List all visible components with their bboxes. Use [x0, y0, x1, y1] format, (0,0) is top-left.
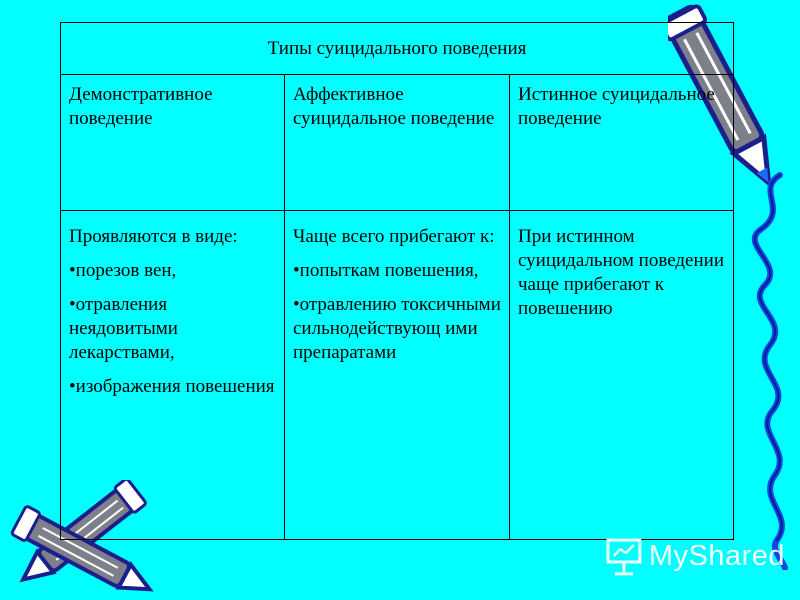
list-item: •порезов вен,	[69, 260, 177, 281]
cell-intro: Проявляются в виде:	[69, 226, 238, 247]
header-demonstrative: Демонстративное поведение	[61, 75, 285, 210]
body-cell-affective	[285, 211, 510, 539]
body-cell-demonstrative	[61, 211, 285, 539]
list-item: •отравлению токсичными сильнодействующ ими препаратами	[293, 294, 501, 363]
table-header-row	[61, 75, 733, 211]
header-true: Истинное суицидальное поведение	[518, 84, 715, 129]
list-item: •изображения повешения	[69, 376, 275, 397]
list-item: •отравления неядовитыми лекарствами,	[69, 294, 178, 363]
cell-intro: При истинном суицидальном поведении чаще прибегают к повешению	[518, 226, 724, 319]
watermark-text: MyShared	[648, 539, 785, 572]
cell-list	[69, 259, 276, 399]
table-body-row	[61, 211, 733, 539]
watermark	[605, 534, 785, 578]
cell-intro: Чаще всего прибегают к:	[293, 226, 495, 247]
presentation-board-icon	[605, 536, 643, 576]
list-item: •попыткам повешения,	[293, 260, 479, 281]
cell-list	[293, 259, 501, 365]
body-cell-true	[510, 211, 733, 539]
header-affective: Аффективное суицидальное поведение	[285, 75, 510, 210]
table-title: Типы суицидального поведения	[61, 23, 733, 75]
suicidal-behavior-table	[60, 22, 734, 540]
squiggle-line-icon	[735, 170, 800, 570]
